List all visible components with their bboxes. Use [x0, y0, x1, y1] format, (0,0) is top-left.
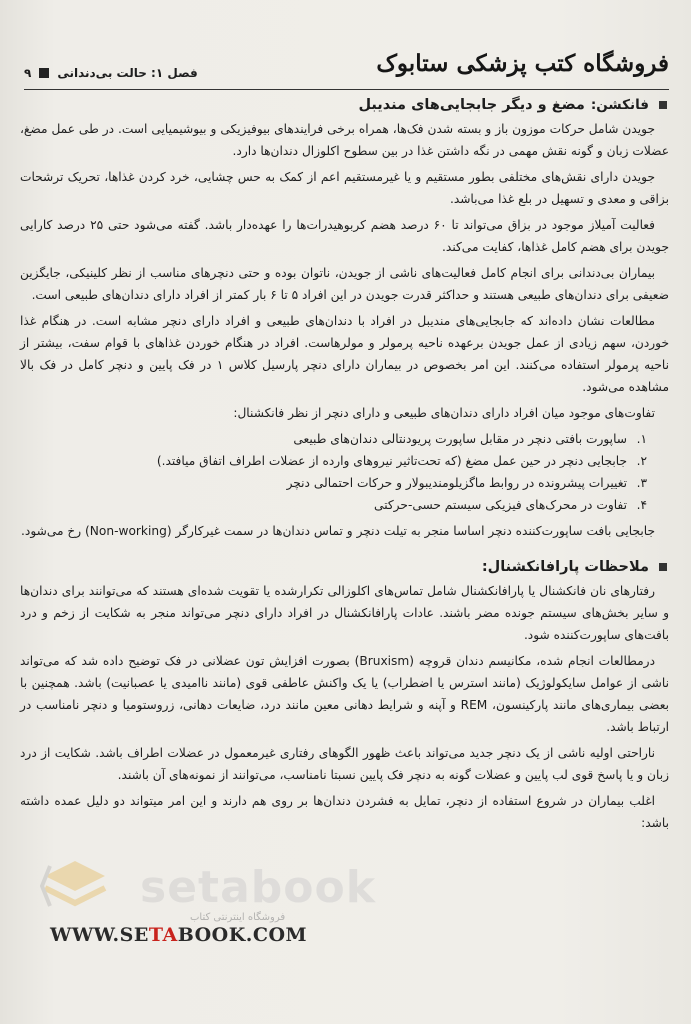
section-heading-function [20, 94, 669, 116]
list-item [20, 494, 647, 516]
page-header [24, 50, 669, 90]
paragraph: درمطالعات انجام شده، مکانیسم دندان قروچه (Bruxism) بصورت افزایش تون عضلانی در فک توضیح داده شد که می‌تواند ناشی از عوامل سایکولوژیک (مانند استرس یا اضطراب) یا یک واکنش عاطفی قوی (مانند ناامیدی یا عصبانیت) باشد. همچنین با بعضی بیماری‌های مانند پارکینسون، REM و آپنه و شرایط دهانی معین مانند درد، ضایعات دهانی، زروستومیا و دنچر نامناسب در ارتباط باشد. [20, 654, 669, 734]
chapter-label: فصل ۱: حالت بی‌دندانی [57, 66, 198, 80]
section-heading-parafunctional [20, 556, 669, 578]
watermark-tagline: فروشگاه اینترنتی کتاب [190, 912, 286, 923]
running-head [24, 66, 198, 80]
list-item [20, 428, 647, 450]
url-part: WWW.SE [50, 924, 149, 946]
list-item [20, 450, 647, 472]
paragraph: جویدن شامل حرکات موزون باز و بسته شدن فک‌ها، همراه برخی فرایندهای بیوفیزیکی و بیوشیمیایی است. در طی عمل مضغ، عضلات زبان و گونه نقش مهمی در نگه داشتن غذا در بین سطوح اکلوزال دندان‌ها دارد. [20, 122, 669, 158]
paragraph: ناراحتی اولیه ناشی از یک دنچر جدید می‌تواند باعث ظهور الگوهای رفتاری غیرمعمول در عضلات اطراف باشد. شکایت از درد زبان و یا پاسخ قوی لب پایین و عضلات گونه به دنچر فک پایین نسبتا نامناسب، می‌توانند از نمونه‌های آن باشند. [20, 746, 669, 782]
heading-title: ملاحظات پارافانکشنال: [481, 559, 649, 575]
square-marker-icon [39, 68, 49, 78]
list-item [20, 472, 647, 494]
paragraph: بیماران بی‌دندانی برای انجام کامل فعالیت‌های ناشی از جویدن، ناتوان بوده و حتی دنچرهای مناسب از نظر کلینیکی، جایگزین ضعیفی برای دندان‌های طبیعی هستند و حداکثر قدرت جویدن در این افراد ۵ تا ۶ بار کمتر از افراد دارای دندان‌های طبیعی است. [20, 266, 669, 302]
list-number: ۴. [636, 498, 647, 512]
paragraph: اغلب بیماران در شروع استفاده از دنچر، تمایل به فشردن دندان‌ها بر روی هم دارند و این امر میتواند دو دلیل عمده داشته باشد: [20, 794, 669, 830]
list-number: ۱. [636, 432, 647, 446]
square-bullet-icon [659, 563, 667, 571]
paragraph: فعالیت آمیلاز موجود در بزاق می‌تواند تا ۶۰ درصد هضم کربوهیدرات‌ها را عهده‌دار باشد. گفته می‌شود حتی ۲۵ درصد کارایی جویدن برای هضم کامل غذاها، کفایت می‌کند. [20, 218, 669, 254]
differences-list [20, 428, 647, 516]
url-part: BOOK.COM [177, 924, 308, 946]
list-text: ساپورت بافتی دنچر در مقابل ساپورت پریودنتالی دندان‌های طبیعی [293, 432, 627, 446]
list-number: ۳. [636, 476, 647, 490]
store-title: فروشگاه کتب پزشکی ستابوک [376, 50, 669, 77]
list-text: تغییرات پیشرونده در روابط ماگزیلومندیبولار و حرکات احتمالی دنچر [286, 476, 627, 490]
list-text: جابجایی دنچر در حین عمل مضغ (که تحت‌تاثیر نیروهای وارده از عضلات اطراف اتفاق میافتد.) [156, 454, 627, 468]
heading-prefix: فانکشن: [590, 97, 649, 113]
paragraph: جویدن دارای نقش‌های مختلفی بطور مستقیم و یا غیرمستقیم اعم از کمک به حس چشایی، خرد کردن غذاها، تحریک ترشحات بزاقی و معدی و تسهیل در بلع غذا می‌باشد. [20, 170, 669, 206]
paragraph: جابجایی بافت ساپورت‌کننده دنچر اساسا منجر به تیلت دنچر و تماس دندان‌ها در سمت غیرکارگر (Non-working) رخ می‌شود. [21, 524, 655, 538]
watermark-name: setabook [140, 862, 376, 913]
paragraph: رفتارهای نان فانکشنال یا پارافانکشنال شامل تماس‌های اکلوزالی تکرارشده یا تقویت شده‌ای هستند که می‌توانند برای دندان‌ها و سایر بخش‌های سیستم جونده مضر باشند. عادات پارافانکشنال در افراد دارای دنچر می‌تواند منجر به شکایت از زخم و درد بافت‌های ساپورت‌کننده شود. [20, 584, 669, 642]
square-bullet-icon [659, 101, 667, 109]
page-number: ۹ [24, 66, 32, 80]
paragraph: تفاوت‌های موجود میان افراد دارای دندان‌های طبیعی و دارای دنچر از نظر فانکشنال: [233, 406, 655, 420]
page-content [20, 94, 669, 984]
list-text: تفاوت در محرک‌های فیزیکی سیستم حسی-حرکتی [374, 498, 627, 512]
header-rule [24, 89, 669, 90]
list-number: ۲. [636, 454, 647, 468]
heading-title: مضغ و دیگر جابجایی‌های مندیبل [358, 97, 585, 113]
paragraph: مطالعات نشان داده‌اند که جابجایی‌های مندیبل در افراد با دندان‌های طبیعی و افراد دارای دنچر مشابه است. در هنگام غذا خوردن، سهم زیادی از عمل جویدن برعهده ناحیه پرمولر و مولرهاست. افراد در هنگام خوردن غذاهای با قوام سفت، بیشتر از ناحیه پرمولر استفاده می‌کنند. این امر بخصوص در بیماران دارای دنچر پارسیل کلاس ۱ در فک پایین و دنچر کامل در فک بالا مشاهده می‌شود. [20, 314, 669, 394]
watermark-url [50, 924, 307, 946]
url-part-red: TA [148, 924, 178, 946]
